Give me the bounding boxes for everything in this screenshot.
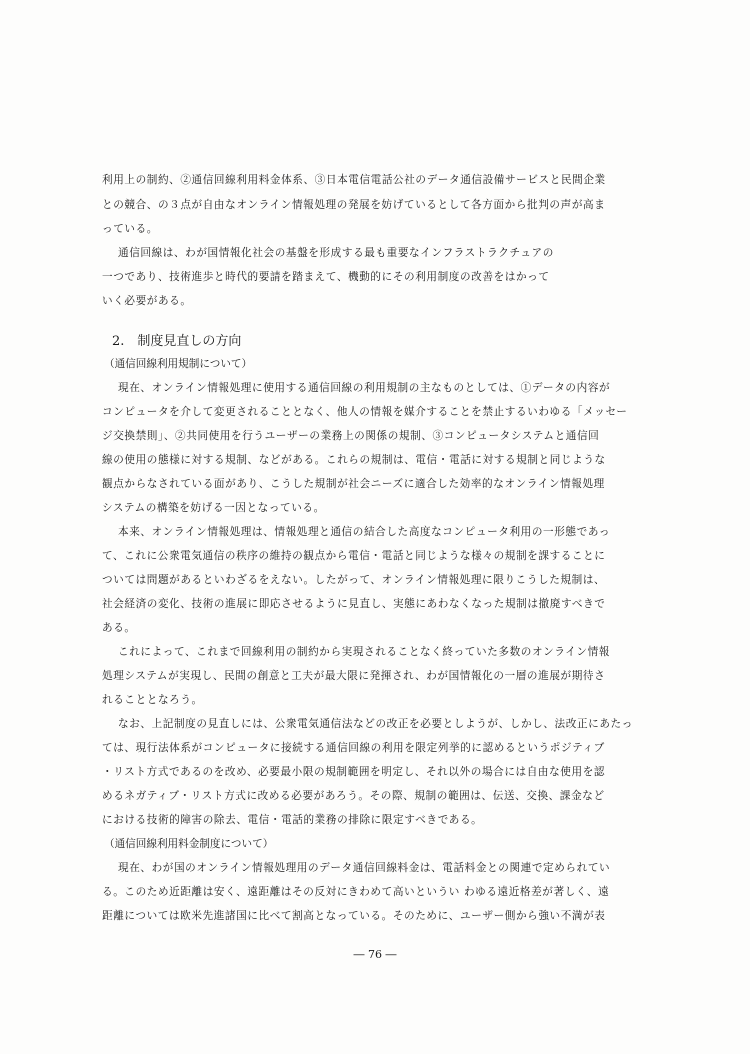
text-line: 処理システムが実現し、民間の創意と工夫が最大限に発揮され、わが国情報化の一層の進展が期待さ: [102, 670, 606, 682]
text-line: ある。: [102, 622, 136, 634]
text-line: これによって、これまで回線利用の制約から実現されることなく終っていた多数のオンライン情報: [118, 646, 610, 658]
text-line: て、これに公衆電気通信の秩序の維持の観点から電信・電話と同じような様々の規制を課することに: [102, 550, 606, 562]
text-line: 距離については欧米先進諸国に比べて割高となっている。そのために、ユーザー側から強い不満が表: [102, 910, 606, 922]
text-line: 線の使用の態様に対する規制、などがある。これらの規制は、電信・電話に対する規制と同じような: [102, 454, 606, 466]
page-number: ― 76 ―: [353, 948, 397, 961]
text-line: システムの構築を妨げる一因となっている。: [102, 502, 325, 514]
text-line: コンピュータを介して変更されることとなく、他人の情報を媒介することを禁止するいわゆる「メッセー: [102, 406, 628, 418]
text-line: る。このため近距離は安く、遠距離はその反対にきわめて高いというい わゆる遠近格差が著しく、遠: [102, 886, 610, 898]
text-line: ジ交換禁則」、②共同使用を行うユーザーの業務上の関係の規制、③コンピュータシステムと通信回: [102, 430, 600, 442]
text-line: ついては問題があるといわざるをえない。したがって、オンライン情報処理に限りこうした規制は、: [102, 574, 606, 586]
text-line: 本来、オンライン情報処理は、情報処理と通信の結合した高度なコンピュータ利用の一形態であっ: [118, 526, 611, 538]
text-line: れることとなろう。: [102, 694, 203, 706]
text-line: っている。: [102, 223, 158, 235]
section-heading: 2. 制度見直しの方向: [112, 334, 242, 349]
text-line: ては、現行法体系がコンピュータに接続する通信回線の利用を限定列挙的に認めるというポジティブ: [102, 742, 605, 754]
text-line: における技術的障害の除去、電信・電話的業務の排除に限定すべきである。: [102, 814, 483, 826]
text-line: いく必要がある。: [102, 295, 192, 307]
text-line: 通信回線は、わが国情報化社会の基盤を形成する最も重要なインフラストラクチュアの: [118, 247, 554, 259]
text-line: めるネガティブ・リスト方式に改める必要があろう。その際、規制の範囲は、伝送、交換、課金など: [102, 790, 605, 802]
text-line: なお、上記制度の見直しには、公衆電気通信法などの改正を必要としようが、しかし、法改正にあたっ: [118, 718, 633, 730]
text-line: 観点からなされている面があり、こうした規制が社会ニーズに適合した効率的なオンライン情報処理: [102, 478, 605, 490]
subheading-line-usage-regulation: （通信回線利用規制について）: [104, 358, 253, 370]
text-line: との競合、の３点が自由なオンライン情報処理の発展を妨げているとして各方面から批判の声が高ま: [102, 199, 606, 211]
text-line: 利用上の制約、②通信回線利用料金体系、③日本電信電話公社のデータ通信設備サービスと民間企業: [102, 174, 606, 186]
text-line: 社会経済の変化、技術の進展に即応させるように見直し、実態にあわなくなった規制は撤廃すべきで: [102, 598, 606, 610]
text-line: 現在、オンライン情報処理に使用する通信回線の利用規制の主なものとしては、①データの内容が: [118, 382, 611, 394]
text-line: 現在、わが国のオンライン情報処理用のデータ通信回線料金は、電話料金との関連で定められてい: [118, 862, 611, 874]
text-line: ・リスト方式であるのを改め、必要最小限の規制範囲を明定し、それ以外の場合には自由な使用を認: [102, 766, 606, 778]
text-line: 一つであり、技術進歩と時代的要請を踏まえて、機動的にその利用制度の改善をはかって: [102, 271, 550, 283]
subheading-line-fee-system: （通信回線利用料金制度について）: [104, 838, 274, 850]
